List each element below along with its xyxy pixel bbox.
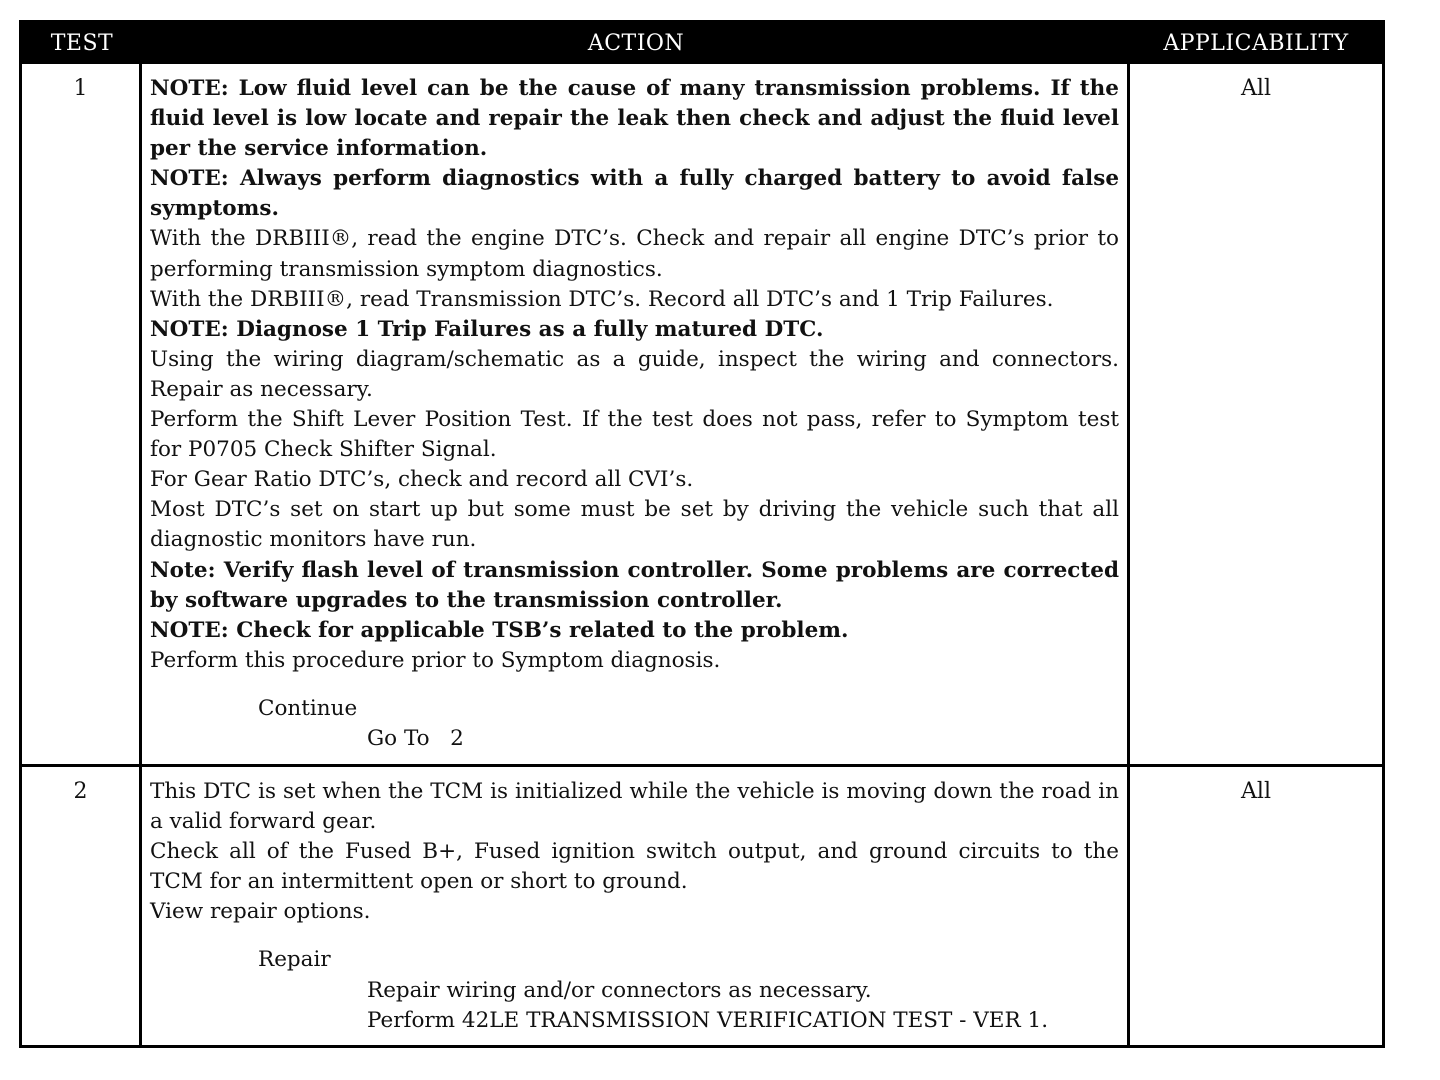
step-procedure: Perform this procedure prior to Symptom diagnosis. — [150, 647, 721, 673]
diagnostic-table — [19, 20, 1385, 1048]
table-row — [22, 64, 1382, 764]
note-low-fluid: NOTE: Low fluid level can be the cause of many transmission problems. If the fluid level is low locate and repair the leak then check and adjust the fluid level per the service information. — [150, 76, 1119, 162]
test-number: 1 — [22, 64, 142, 764]
applicability-value: All — [1241, 779, 1271, 804]
header-applicability: APPLICABILITY — [1163, 31, 1349, 56]
step-startup: Most DTC’s set on start up but some must be set by driving the vehicle such that all diagnostic monitors have run. — [150, 497, 1119, 553]
goto-link[interactable]: Go To 2 — [367, 725, 464, 751]
step-view-repair: View repair options. — [150, 899, 371, 925]
step-dtc-set: This DTC is set when the TCM is initialized while the vehicle is moving down the road in a valid forward gear. — [150, 779, 1119, 835]
header-test: TEST — [50, 31, 114, 56]
branch-continue: Continue — [258, 695, 358, 721]
table-header — [22, 23, 1382, 64]
step-trans-dtc: With the DRBIII®, read Transmission DTC’s. Record all DTC’s and 1 Trip Failures. — [150, 286, 1054, 312]
action-cell — [142, 64, 1130, 764]
note-flash-level: Note: Verify flash level of transmission controller. Some problems are corrected by software upgrades to the transmission controller. — [150, 557, 1119, 613]
header-action: ACTION — [587, 31, 685, 56]
note-trip-failures: NOTE: Diagnose 1 Trip Failures as a fully matured DTC. — [150, 316, 824, 342]
note-tsb: NOTE: Check for applicable TSB’s related to the problem. — [150, 617, 849, 643]
applicability-value: All — [1241, 76, 1271, 101]
repair-step: Perform 42LE TRANSMISSION VERIFICATION TEST - VER 1. — [367, 1007, 1049, 1033]
step-shift-lever: Perform the Shift Lever Position Test. If the test does not pass, refer to Symptom test for P0705 Check Shifter Signal. — [150, 407, 1119, 463]
note-battery: NOTE: Always perform diagnostics with a fully charged battery to avoid false symptoms. — [150, 166, 1119, 222]
repair-step: Repair wiring and/or connectors as necessary. — [367, 977, 872, 1003]
step-check-circuits: Check all of the Fused B+, Fused ignition switch output, and ground circuits to the TCM for an intermittent open or short to ground. — [150, 839, 1119, 895]
branch-repair: Repair — [258, 947, 331, 973]
action-cell — [142, 767, 1130, 1045]
test-number: 2 — [22, 767, 142, 1045]
step-wiring: Using the wiring diagram/schematic as a guide, inspect the wiring and connectors. Repair as necessary. — [150, 346, 1119, 402]
table-row — [22, 764, 1382, 1045]
step-engine-dtc: With the DRBIII®, read the engine DTC’s. Check and repair all engine DTC’s prior to performing transmission symptom diagnostics. — [150, 226, 1119, 282]
step-gear-ratio: For Gear Ratio DTC’s, check and record all CVI’s. — [150, 467, 694, 493]
